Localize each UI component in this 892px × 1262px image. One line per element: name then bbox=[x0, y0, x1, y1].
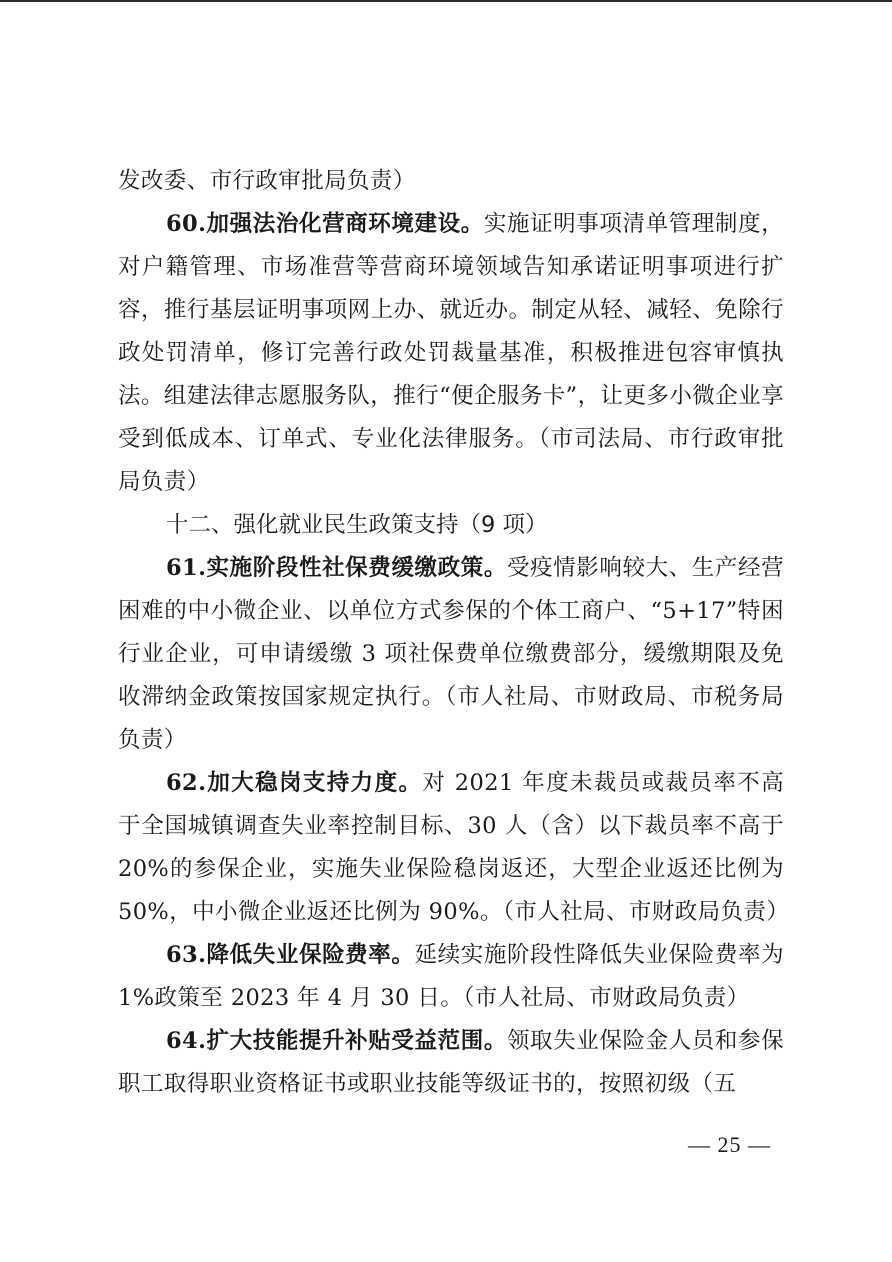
paragraph-60 bbox=[118, 203, 784, 504]
paragraph-63 bbox=[118, 934, 784, 1020]
paragraph-title: 62.加大稳岗支持力度。 bbox=[166, 770, 423, 796]
paragraph-title: 60.加强法治化营商环境建设。 bbox=[166, 211, 484, 237]
document-page bbox=[118, 160, 790, 1106]
paragraph-title: 61.实施阶段性社保费缓缴政策。 bbox=[166, 555, 507, 581]
paragraph-61 bbox=[118, 547, 784, 762]
section-heading: 十二、强化就业民生政策支持（9 项） bbox=[166, 512, 548, 538]
paragraph-body: 延续实施阶段性降低失业保险费率为 1%政策至 2023 年 4 月 30 日。（市人社局、市财政局负责） bbox=[118, 942, 785, 1011]
paragraph-title: 63.降低失业保险费率。 bbox=[166, 942, 415, 968]
paragraph-body: 对 2021 年度未裁员或裁员率不高于全国城镇调查失业率控制目标、30 人（含）以下裁员率不高于 20%的参保企业，实施失业保险稳岗返还，大型企业返还比例为 50%，中小微企业返还比例为 90%。（市人社局、市财政局负责） bbox=[118, 770, 790, 925]
paragraph-continuation bbox=[118, 160, 784, 203]
top-border-line bbox=[0, 0, 892, 2]
paragraph-body: 受疫情影响较大、生产经营困难的中小微企业、以单位方式参保的个体工商户、“5+17”特困行业企业，可申请缓缴 3 项社保费单位缴费部分，缓缴期限及免收滞纳金政策按国家规定执行。（市人社局、市财政局、市税务局负责） bbox=[118, 555, 785, 753]
paragraph-body: 发改委、市行政审批局负责） bbox=[118, 168, 416, 194]
paragraph-62 bbox=[118, 762, 790, 934]
paragraph-body: 领取失业保险金人员和参保职工取得职业资格证书或职业技能等级证书的，按照初级（五 bbox=[118, 1028, 785, 1097]
paragraph-body: 实施证明事项清单管理制度，对户籍管理、市场准营等营商环境领域告知承诺证明事项进行扩容，推行基层证明事项网上办、就近办。制定从轻、减轻、免除行政处罚清单，修订完善行政处罚裁量基准，积极推进包容审慎执法。组建法律志愿服务队，推行“便企服务卡”，让更多小微企业享受到低成本、订单式、专业化法律服务。（市司法局、市行政审批局负责） bbox=[118, 211, 784, 495]
paragraph-64 bbox=[118, 1020, 784, 1106]
paragraph-title: 64.扩大技能提升补贴受益范围。 bbox=[166, 1028, 507, 1054]
page-number: — 25 — bbox=[688, 1132, 771, 1157]
